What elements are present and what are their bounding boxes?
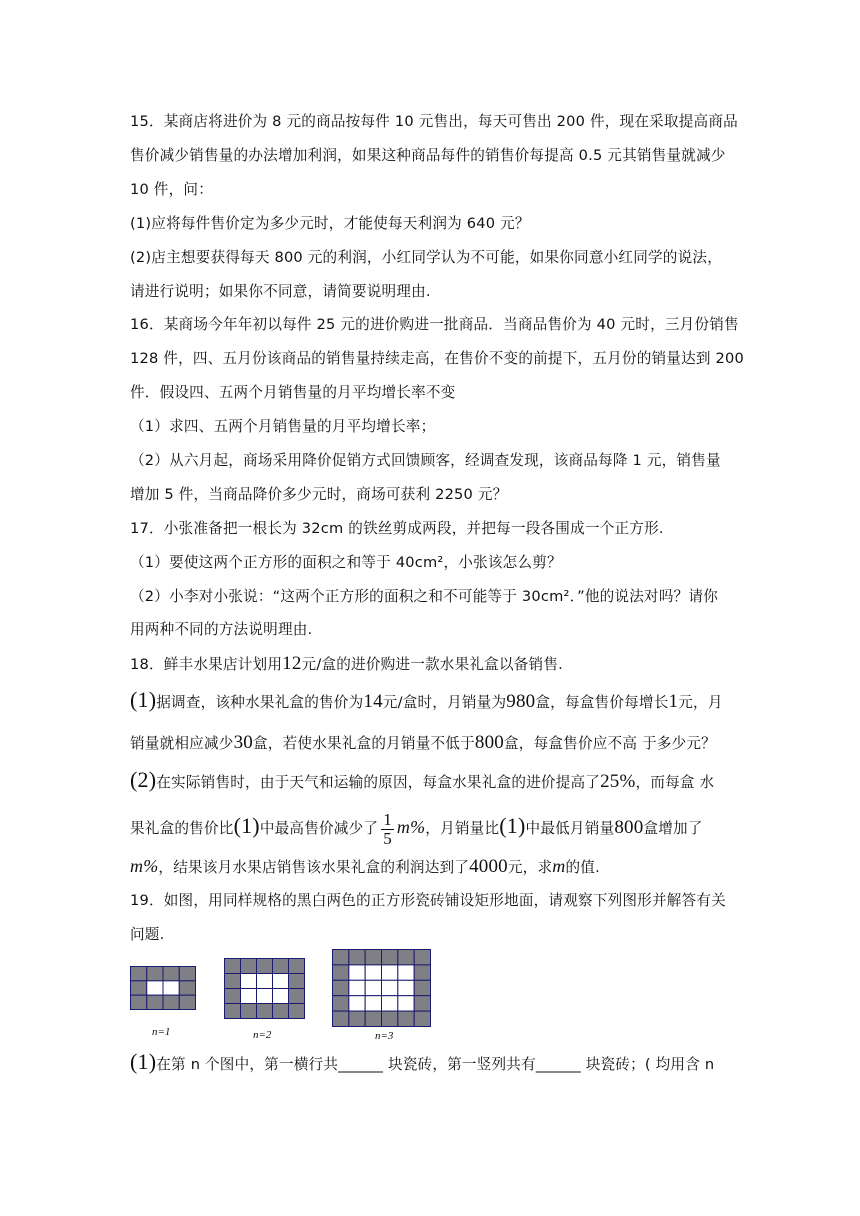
tile-dark	[289, 1004, 305, 1019]
part-1-marker: (1)	[130, 687, 157, 712]
q18-line6: m%，结果该月水果店销售该水果礼盒的利润达到了4000元，求m的值.	[130, 856, 600, 877]
tile-dark	[398, 950, 414, 965]
q15-line2: 售价减少销售量的办法增加利润，如果这种商品每件的销售价每提高 0.5 元其销售量就减少	[130, 147, 726, 164]
tile-dark	[333, 1011, 349, 1026]
tile-dark	[257, 1004, 273, 1019]
caption-n3: n=3	[375, 1030, 394, 1042]
tile-light	[382, 980, 398, 995]
tile-light	[273, 989, 289, 1004]
tile-dark	[414, 980, 430, 995]
tile-dark	[241, 959, 257, 974]
tile-light	[349, 996, 365, 1011]
tile-dark	[241, 1004, 257, 1019]
tile-dark	[273, 959, 289, 974]
tile-dark	[333, 950, 349, 965]
tile-dark	[382, 950, 398, 965]
tile-dark	[225, 974, 241, 989]
q16-sub1: （1）求四、五两个月销售量的月平均增长率；	[130, 418, 436, 435]
q17-sub2b: 用两种不同的方法说明理由.	[130, 621, 313, 638]
tile-dark	[333, 965, 349, 980]
q15-sub1: (1)应将每件售价定为多少元时，才能使每天利润为 640 元？	[130, 215, 530, 232]
tile-dark	[131, 981, 147, 995]
tile-dark	[414, 950, 430, 965]
q16-sub2a: （2）从六月起，商场采用降价促销方式回馈顾客，经调查发现，该商品每降 1 元，销售量	[130, 452, 721, 469]
tile-dark	[225, 959, 241, 974]
tile-light	[241, 989, 257, 1004]
tile-dark	[289, 989, 305, 1004]
tile-dark	[273, 1004, 289, 1019]
q15-line1: 15．某商店将进价为 8 元的商品按每件 10 元售出，每天可售出 200 件，现在采取提高商品	[130, 113, 738, 130]
tile-light	[382, 996, 398, 1011]
caption-n2: n=2	[253, 1029, 272, 1041]
tile-figure-n3	[332, 949, 431, 1027]
tile-dark	[225, 989, 241, 1004]
tile-dark	[333, 980, 349, 995]
tile-dark	[179, 981, 195, 995]
q16-line3: 件．假设四、五两个月销售量的月平均增长率不变	[130, 384, 456, 401]
tile-dark	[382, 1011, 398, 1026]
q17-sub1: （1）要使这两个正方形的面积之和等于 40cm²，小张该怎么剪？	[130, 554, 562, 571]
tile-dark	[414, 1011, 430, 1026]
part-2-marker: (2)	[130, 767, 157, 792]
q15-sub2b: 请进行说明；如果你不同意，请简要说明理由.	[130, 283, 431, 300]
tile-light	[398, 965, 414, 980]
q17-sub2a: （2）小李对小张说：“这两个正方形的面积之和不可能等于 30cm²．”他的说法对吗？请你	[130, 588, 718, 605]
q19-sub1: (1)在第 n 个图中，第一横行共______ 块瓷砖，第一竖列共有______ 块瓷砖；( 均用含 n	[130, 1049, 715, 1074]
tile-light	[273, 974, 289, 989]
tile-dark	[349, 1011, 365, 1026]
tile-dark	[225, 1004, 241, 1019]
tile-light	[365, 996, 381, 1011]
q18-line5: 果礼盒的售价比(1)中最高售价减少了 $\frac{1}{5}$ m%，月销量比(1)中最低月销量800盒增加了	[130, 809, 703, 848]
tile-light	[147, 981, 163, 995]
q16-sub2b: 增加 5 件，当商品降价多少元时，商场可获利 2250 元？	[130, 486, 508, 503]
tile-dark	[289, 959, 305, 974]
tile-light	[349, 980, 365, 995]
tile-light	[398, 980, 414, 995]
tile-light	[257, 989, 273, 1004]
q17-line1: 17．小张准备把一根长为 32cm 的铁丝剪成两段，并把每一段各围成一个正方形.	[130, 520, 664, 537]
caption-n1: n=1	[152, 1026, 171, 1038]
q16-line2: 128 件，四、五月份该商品的销售量持续走高，在售价不变的前提下，五月份的销量达到 200	[130, 350, 744, 367]
fraction-one-fifth: $\frac{1}{5}$	[383, 809, 392, 848]
tile-figure-n2	[224, 958, 305, 1019]
tile-dark	[257, 959, 273, 974]
tile-dark	[414, 965, 430, 980]
tile-light	[241, 974, 257, 989]
tile-dark	[147, 967, 163, 981]
tile-dark	[179, 995, 195, 1009]
tile-dark	[163, 967, 179, 981]
tile-light	[349, 965, 365, 980]
tile-dark	[131, 967, 147, 981]
tile-light	[257, 974, 273, 989]
q19-line1: 19．如图，用同样规格的黑白两色的正方形瓷砖铺设矩形地面，请观察下列图形并解答有关	[130, 892, 726, 909]
tile-dark	[398, 1011, 414, 1026]
q18-line2: (1)据调查，该种水果礼盒的售价为14元/盒时，月销量为980盒，每盒售价每增长1元，月	[130, 687, 723, 712]
tile-light	[382, 965, 398, 980]
tile-dark	[131, 995, 147, 1009]
q15-line3: 10 件，问：	[130, 181, 213, 198]
tile-dark	[147, 995, 163, 1009]
tile-light	[365, 965, 381, 980]
q18-line4: (2)在实际销售时，由于天气和运输的原因，每盒水果礼盒的进价提高了25%，而每盒 水	[130, 767, 715, 792]
tile-dark	[333, 996, 349, 1011]
tile-dark	[365, 1011, 381, 1026]
q18-line1: 18．鲜丰水果店计划用12元/盒的进价购进一款水果礼盒以备销售.	[130, 653, 563, 674]
q19-line2: 问题.	[130, 926, 165, 943]
q18-line3: 销量就相应减少30盒，若使水果礼盒的月销量不低于800盒，每盒售价应不高 于多少元？	[130, 732, 716, 753]
q15-sub2a: (2)店主想要获得每天 800 元的利润，小红同学认为不可能，如果你同意小红同学的说法，	[130, 249, 722, 266]
tile-dark	[365, 950, 381, 965]
tile-dark	[163, 995, 179, 1009]
tile-dark	[349, 950, 365, 965]
tile-light	[398, 996, 414, 1011]
tile-light	[163, 981, 179, 995]
q16-line1: 16．某商场今年年初以每件 25 元的进价购进一批商品．当商品售价为 40 元时，三月份销售	[130, 316, 739, 333]
tile-dark	[414, 996, 430, 1011]
tile-figure-n1	[130, 966, 196, 1010]
tile-light	[365, 980, 381, 995]
tile-dark	[289, 974, 305, 989]
tile-dark	[179, 967, 195, 981]
